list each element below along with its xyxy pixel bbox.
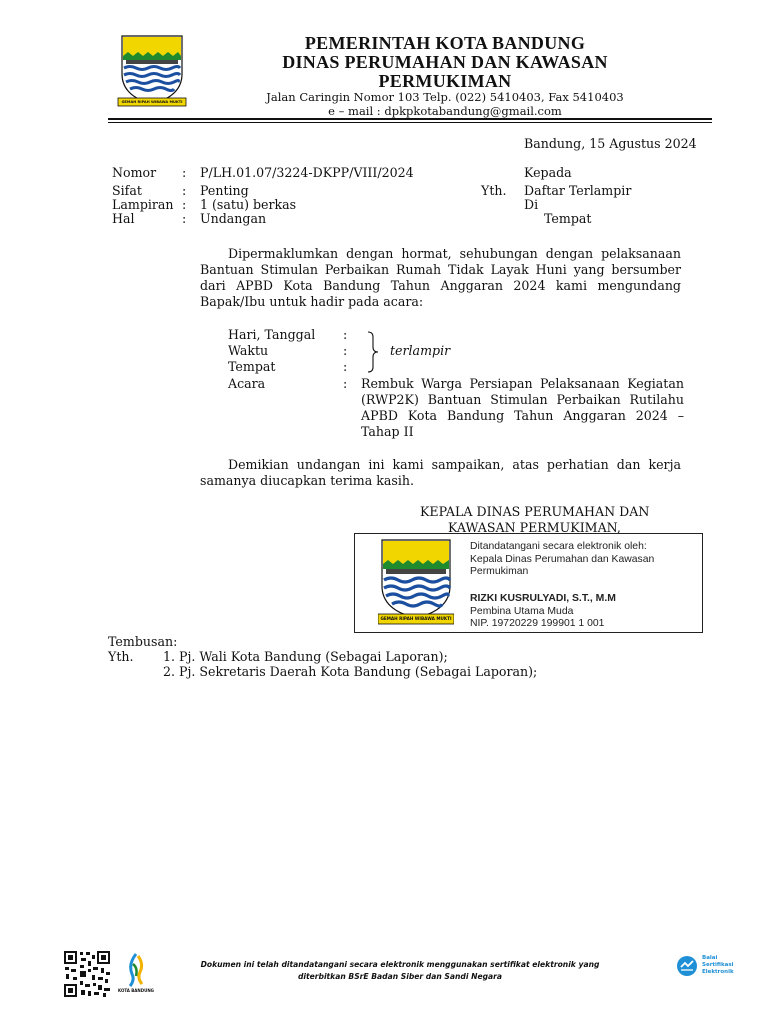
hari-colon: : bbox=[343, 327, 348, 342]
signed-by-text: Ditandatangani secara elektronik oleh: bbox=[470, 541, 647, 552]
acara-label: Acara bbox=[228, 376, 266, 391]
footer-line-2: diterbitkan BSrE Badan Siber dan Sandi Negara bbox=[297, 972, 503, 981]
emblem-motto: GEMAH RIPAH WIBAWA MUKTI bbox=[121, 100, 183, 104]
footer-line-1: Dokumen ini telah ditandatangani secara elektronik menggunakan sertifikat elektronik yang bbox=[200, 960, 600, 969]
tembusan-item: 1. Pj. Wali Kota Bandung (Sebagai Laporan); bbox=[163, 649, 448, 664]
tembusan-item: 2. Pj. Sekretaris Daerah Kota Bandung (Sebagai Laporan); bbox=[163, 664, 538, 679]
bsre-label-3: Elektronik bbox=[702, 969, 734, 975]
tempat-label: Tempat bbox=[228, 359, 276, 374]
signer-nip: NIP. 19720229 199901 1 001 bbox=[470, 618, 605, 629]
kop-line-3: PERMUKIMAN bbox=[378, 71, 512, 91]
sifat-value: Penting bbox=[200, 183, 249, 198]
hari-label: Hari, Tanggal bbox=[228, 327, 316, 342]
body-paragraph-1: Dipermaklumkan dengan hormat, sehubungan dengan pelaksanaan Bantuan Stimulan Perbaikan Rumah Tidak Layak Huni yang bersumber dari APBD Kota Bandung Tahun Anggaran 2024 kami mengundang Bapak/Ibu untuk hadir pada acara: bbox=[200, 246, 681, 309]
tembusan-label: Tembusan: bbox=[108, 634, 178, 649]
body-paragraph-2: Demikian undangan ini kami sampaikan, atas perhatian dan kerja samanya diucapkan terima kasih. bbox=[200, 457, 681, 488]
signature-emblem bbox=[378, 538, 454, 626]
lampiran-label: Lampiran bbox=[112, 197, 174, 212]
kota-bandung-logo bbox=[118, 950, 154, 998]
qr-code-icon bbox=[63, 950, 111, 998]
kop-line-1: PEMERINTAH KOTA BANDUNG bbox=[304, 33, 586, 53]
waktu-colon: : bbox=[343, 343, 348, 358]
brace-icon bbox=[366, 331, 382, 373]
sifat-colon: : bbox=[182, 183, 187, 198]
kop-line-2: DINAS PERUMAHAN DAN KAWASAN bbox=[282, 52, 608, 72]
recipient-tempat: Tempat bbox=[544, 211, 592, 226]
terlampir-note: terlampir bbox=[390, 343, 451, 358]
recipient-yth: Yth. bbox=[481, 183, 507, 198]
acara-value: Rembuk Warga Persiapan Pelaksanaan Kegiatan (RWP2K) Bantuan Stimulan Perbaikan Rutilahu APBD Kota Bandung Tahun Anggaran 2024 – Tahap II bbox=[361, 376, 684, 439]
kop-rule-thin bbox=[108, 122, 712, 123]
nomor-value: P/LH.01.07/3224-DKPP/VIII/2024 bbox=[200, 165, 414, 180]
recipient-di: Di bbox=[524, 197, 539, 212]
signer-name: RIZKI KUSRULYADI, S.T., M.M bbox=[470, 593, 616, 604]
bsre-logo-icon bbox=[676, 955, 698, 977]
kop-rule-thick bbox=[108, 118, 712, 120]
signer-position-2: Permukiman bbox=[470, 566, 529, 577]
signature-title-2: KAWASAN PERMUKIMAN, bbox=[448, 520, 621, 535]
tembusan-yth: Yth. bbox=[108, 649, 134, 664]
kota-bandung-logo-text: KOTA BANDUNG bbox=[118, 988, 154, 993]
bsre-label-1: Balai bbox=[702, 955, 718, 961]
hal-label: Hal bbox=[112, 211, 135, 226]
tempat-colon: : bbox=[343, 359, 348, 374]
recipient-kepada: Kepada bbox=[524, 165, 572, 180]
sifat-label: Sifat bbox=[112, 183, 142, 198]
waktu-label: Waktu bbox=[228, 343, 269, 358]
nomor-label: Nomor bbox=[112, 165, 157, 180]
city-emblem bbox=[116, 34, 188, 110]
nomor-colon: : bbox=[182, 165, 187, 180]
signature-title-1: KEPALA DINAS PERUMAHAN DAN bbox=[420, 504, 650, 519]
acara-colon: : bbox=[343, 376, 348, 391]
recipient-name: Daftar Terlampir bbox=[524, 183, 632, 198]
kop-address: Jalan Caringin Nomor 103 Telp. (022) 5410403, Fax 5410403 bbox=[266, 90, 624, 104]
lampiran-value: 1 (satu) berkas bbox=[200, 197, 297, 212]
signer-rank: Pembina Utama Muda bbox=[470, 606, 574, 617]
kop-email: e – mail : dpkpkotabandung@gmail.com bbox=[328, 104, 562, 118]
signature-emblem-motto: GEMAH RIPAH WIBAWA MUKTI bbox=[380, 616, 452, 621]
lampiran-colon: : bbox=[182, 197, 187, 212]
hal-colon: : bbox=[182, 211, 187, 226]
hal-value: Undangan bbox=[200, 211, 267, 226]
signer-position-1: Kepala Dinas Perumahan dan Kawasan bbox=[470, 554, 655, 565]
place-date: Bandung, 15 Agustus 2024 bbox=[524, 136, 697, 151]
bsre-label-2: Sertifikasi bbox=[702, 962, 734, 968]
